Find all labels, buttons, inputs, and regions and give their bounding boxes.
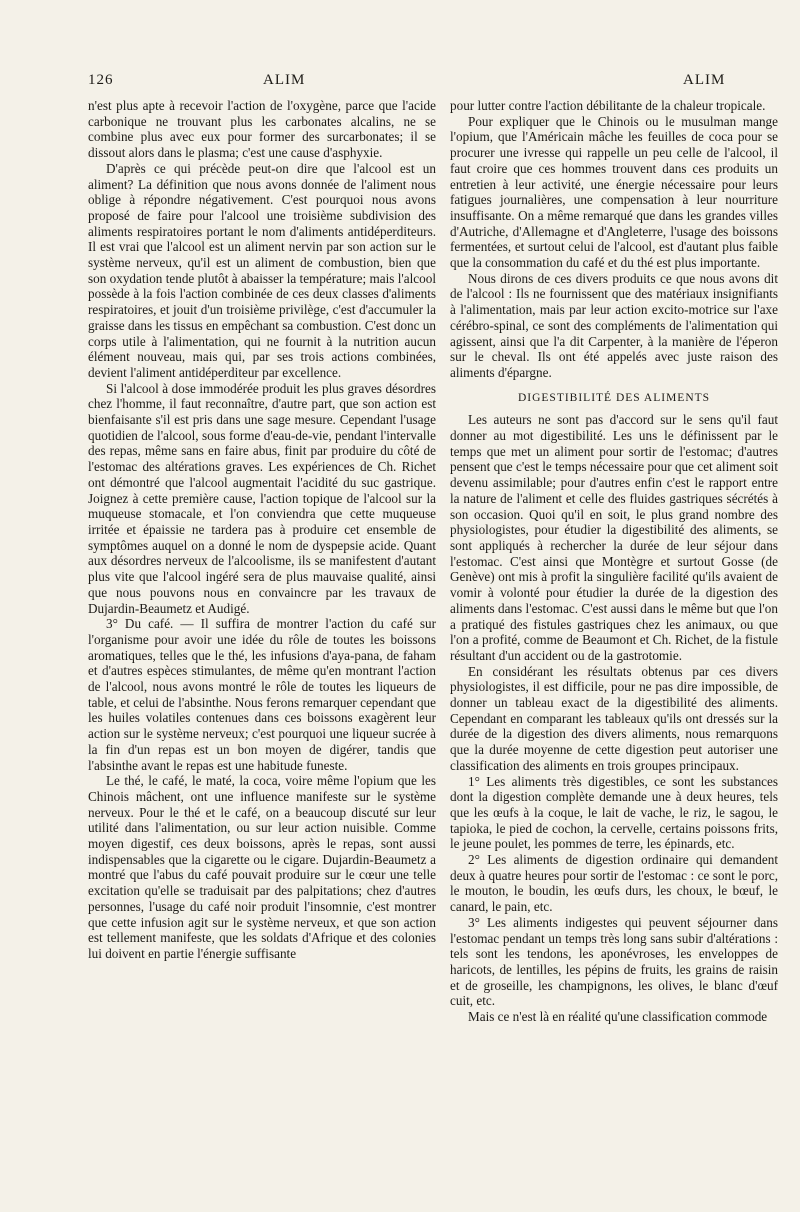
paragraph: Le thé, le café, le maté, la coca, voire même l'opium que les Chinois mâchent, ont une influence manifeste sur le système nerveux. Pour le thé et le café, on a beaucoup discuté sur leur utilité dans l'alimentation, ou sur leur action nuisible. Comme moyen digestif, ces deux boissons, après le repas, sont aussi indispensables que la cigarette ou le cigare. Dujardin-Beaumetz a montré que l'abus du café pouvait produire sur le cœur une telle excitation qu'elle se traduisait par des palpitations; chez d'autres personnes, l'usage du café noir produit l'insomnie, c'est montrer que cette infusion agit sur le système nerveux, et que son action est tellement manifeste, que les soldats d'Afrique et des colonies lui doivent en partie l'énergie suffisante [88,773,436,961]
paragraph: Nous dirons de ces divers produits ce que nous avons dit de l'alcool : Ils ne fournissent que des matériaux insignifiants à l'alimentation, mais par leur action excito-motrice sur l'axe cérébro-spinal, ce sont des compléments de l'alimentation qui agissent, ainsi que l'a dit Carpenter, à la manière de l'éperon sur le cheval. Ils ont été appelés avec juste raison des aliments d'épargne. [450,270,778,380]
paragraph: pour lutter contre l'action débilitante de la chaleur tropicale. [450,98,766,113]
paragraph: Les auteurs ne sont pas d'accord sur le sens qu'il faut donner au mot digestibilité. Les uns le définissent par le temps que met un aliment pour sortir de l'estomac; d'autres pensent que c'est le temps nécessaire pour que cet aliment soit devenu assimilable; pour d'autres enfin c'est le rapport entre la nature de l'aliment et celle des fluides gastriques sécrétés à son occasion. Quoi qu'il en soit, le plus grand nombre des physiologistes, pour étudier la digestibilité des aliments, se sont appliqués à rechercher la durée de leur séjour dans l'estomac. C'est ainsi que Montègre et surtout Gosse (de Genève) ont mis à profit la singulière facilité qu'ils avaient de vomir à volonté pour étudier la durée de la digestion des aliments dans l'estomac. C'est aussi dans le même but que l'on a pratiqué des fistules gastriques chez les animaux, ou que l'on a profité, comme de Beaumont et Ch. Richet, de la fistule résultant d'un accident ou de la gastrotomie. [450,412,778,663]
left-column [88,98,436,962]
paragraph: n'est plus apte à recevoir l'action de l'oxygène, parce que l'acide carbonique ne trouvant plus les carbonates alcalins, ne se combine plus avec eux pour former des surcarbonates; il se dissout alors dans le plasma; c'est une cause d'asphyxie. [88,98,436,161]
paragraph: En considérant les résultats obtenus par ces divers physiologistes, il est difficile, pour ne pas dire impossible, de donner un tableau exact de la digestibilité des aliments. Cependant en comparant les tableaux qu'ils ont dressés sur la durée de la digestion des divers aliments, nous remarquons que la durée moyenne de cette digestion peut autoriser une classification des aliments en trois groupes principaux. [450,663,778,773]
running-title-left: ALIM [263,72,306,88]
right-column [450,98,778,1025]
paragraph: 3° Les aliments indigestes qui peuvent séjourner dans l'estomac pendant un temps très long sans subir d'altérations : tels sont les tendons, les aponévroses, les enveloppes de haricots, de lentilles, les pépins de fruits, les grains de raisin et de groseille, les champignons, les olives, le blanc d'œuf cuit, etc. [450,914,778,1009]
running-header [88,72,768,92]
page-number: 126 [88,72,114,88]
paragraph: Mais ce n'est là en réalité qu'une classification commode [468,1009,768,1025]
section-heading: DIGESTIBILITÉ DES ALIMENTS [517,391,711,404]
paragraph: Si l'alcool à dose immodérée produit les plus graves désordres chez l'homme, il faut reconnaître, d'autre part, que son action est bienfaisante s'il est pris dans une sage mesure. Cependant l'usage quotidien de l'alcool, sous forme d'eau-de-vie, pendant l'intervalle des repas, même sans en faire abus, finit par produire du côté de l'estomac des altérations graves. Les expériences de Ch. Richet ont démontré que l'alcool augmentait l'acidité du suc gastrique. Joignez à cette première cause, l'action topique de l'alcool sur la muqueuse stomacale, et l'on conviendra que cette muqueuse irritée et épaissie ne tardera pas à produire cet ensemble de symptômes auquel on a donné le nom de dyspepsie acide. Quant aux désordres nerveux de l'alcoolisme, ils se manifestent d'autant plus vite que l'alcool ingéré sera de plus mauvaise qualité, ainsi que nous pouvons nous en convaincre par les travaux de Dujardin-Beaumetz et Audigé. [88,380,436,616]
paragraph: 3° Du café. — Il suffira de montrer l'action du café sur l'organisme pour avoir une idée du rôle de toutes les boissons aromatiques, telles que le thé, les infusions d'aya-pana, de faham et d'autres espèces stimulantes, de même qu'en montrant l'action de l'alcool, nous avons montré le rôle de toutes les liqueurs de table, et celui de l'absinthe. Nous ferons remarquer cependant que les huiles volatiles contenues dans ces boissons exagèrent leur action sur le système nerveux; c'est pourquoi une liqueur sucrée à la fin d'un repas est un bon moyen de digérer, tandis que l'absinthe avant le repas est une habitude funeste. [88,616,436,773]
paragraph: D'après ce qui précède peut-on dire que l'alcool est un aliment? La définition que nous avons donnée de l'aliment nous oblige à répondre négativement. C'est pourquoi nous avons proposé de faire pour l'alcool une troisième subdivision des aliments respiratoires portant le nom d'aliments antidéperditeurs. Il est vrai que l'alcool est un aliment nervin par son action sur le système nerveux, qu'il est un aliment de combustion, bien que son oxydation tende plutôt à abaisser la température; mais l'alcool possède à la fois l'action combinée de ces deux classes d'aliments respiratoires, et jouit d'un troisième privilège, c'est d'accumuler la graisse dans les tissus en empêchant sa combustion. C'est donc un corps utile à l'alimentation, qui ne fournit à la nutrition aucun élément nouveau, mais qui, par ses trois actions combinées, devient l'aliment antidéperditeur par excellence. [88,160,436,380]
paragraph: Pour expliquer que le Chinois ou le musulman mange l'opium, que l'Américain mâche les feuilles de coca pour se procurer une ivresse qui rappelle un peu celle de l'alcool, il faut croire que ces hommes trouvent dans ces produits un entretien à leur activité, une énergie nécessaire pour leurs fatigues journalières, une compensation à leur nourriture insuffisante. On a même remarqué que dans les grandes villes d'Autriche, d'Allemagne et d'Angleterre, l'usage des boissons fermentées, et surtout celui de l'alcool, est d'autant plus faible que la consommation du café et du thé est plus importante. [450,113,778,271]
paragraph: 2° Les aliments de digestion ordinaire qui demandent deux à quatre heures pour sortir de l'estomac : ce sont le porc, le mouton, le boudin, les œufs durs, les choux, le bœuf, le canard, le pain, etc. [450,852,778,915]
paragraph: 1° Les aliments très digestibles, ce sont les substances dont la digestion complète demande une à deux heures, tels que les œufs à la coque, le lait de vache, le riz, le sagou, le tapioka, le pied de cochon, la cervelle, certains poissons frits, le jeune poulet, les pommes de terre, les épinards, etc. [450,773,778,852]
running-title-right: ALIM [683,72,726,88]
